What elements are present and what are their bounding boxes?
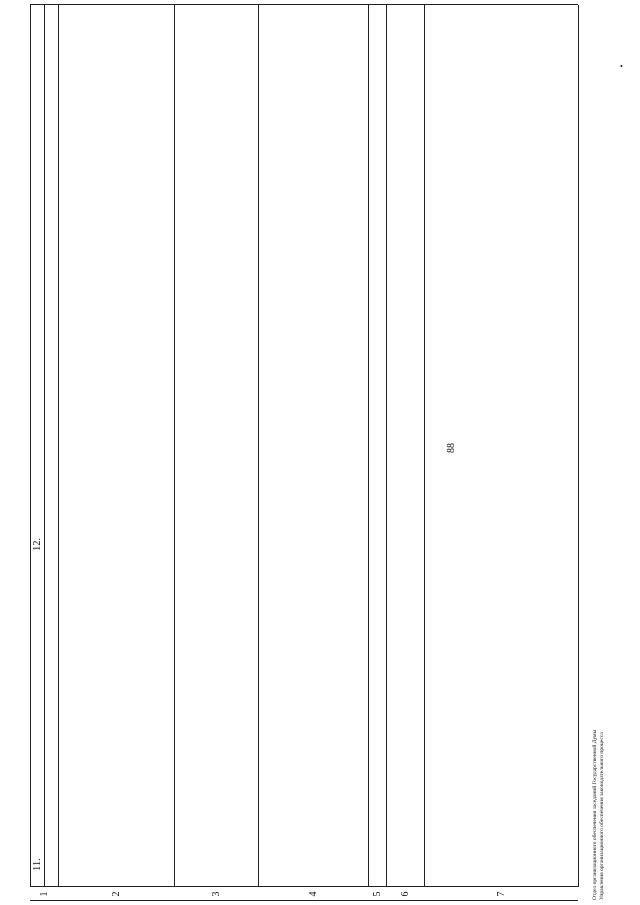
table-edge-end xyxy=(30,4,578,5)
col-header-4: 4 xyxy=(307,891,319,897)
col-header-7: 7 xyxy=(495,891,507,897)
footer-line-2: Управления организационного обеспечения законодательного процесса xyxy=(599,732,605,900)
table-rule-7 xyxy=(424,5,425,887)
table-rule-2 xyxy=(58,5,59,887)
table-rule-5 xyxy=(368,5,369,887)
table-rule-1 xyxy=(44,5,45,887)
table-rule-8 xyxy=(578,5,579,887)
table-rule-3 xyxy=(174,5,175,887)
col-header-1: 1 xyxy=(38,891,50,897)
table-rule-4 xyxy=(258,5,259,887)
col-header-2: 2 xyxy=(110,891,122,897)
col-header-5: 5 xyxy=(371,891,383,897)
col-header-6: 6 xyxy=(399,891,411,897)
row-number: 11. xyxy=(32,858,43,871)
footer xyxy=(592,540,606,900)
row-number: 12. xyxy=(32,537,43,551)
col-header-3: 3 xyxy=(210,891,222,897)
margin-dot: • xyxy=(620,62,623,71)
table-rule-0 xyxy=(30,5,31,887)
page-number: 88 xyxy=(446,443,457,453)
header-edge xyxy=(30,900,578,901)
footer-line-1: Отдел организационного обеспечения заседаний Государственной Думы xyxy=(592,729,598,900)
table-rule-6 xyxy=(386,5,387,887)
